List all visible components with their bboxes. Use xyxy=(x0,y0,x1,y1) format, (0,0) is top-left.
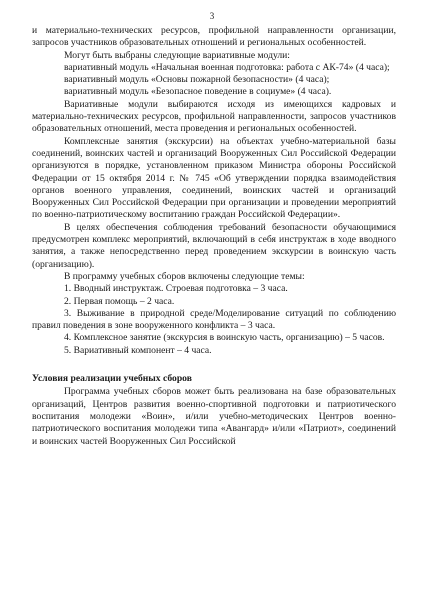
paragraph: Программа учебных сборов может быть реализована на базе образовательных организаций, Центров развития военно-спортивной подготовки и патриотического воспитания молодежи «Воин», и/или учебно-методических Центров военно-патриотического воспитания молодежи типа «Авангард» и/или «Патриот», соединений и воинских частей Вооруженных Сил Российской xyxy=(32,386,396,447)
section-heading: Условия реализации учебных сборов xyxy=(32,373,192,385)
paragraph: Могут быть выбраны следующие вариативные модули: xyxy=(64,49,290,61)
list-item: 4. Комплексное занятие (экскурсия в воинскую часть, организацию) – 5 часов. xyxy=(64,332,385,344)
list-item: 1. Вводный инструктаж. Строевая подготовка – 3 часа. xyxy=(64,283,288,295)
list-item: вариативный модуль «Безопасное поведение в социуме» (4 часа). xyxy=(64,86,332,98)
list-item: 5. Вариативный компонент – 4 часа. xyxy=(64,344,212,356)
paragraph: В программу учебных сборов включены следующие темы: xyxy=(64,270,305,282)
paragraph: В целях обеспечения соблюдения требований безопасности обучающимися предусмотрен комплекс мероприятий, включающий в себя инструктаж в ходе вводного занятия, а также непосредственно перед проведением экскурсии в воинскую часть (организацию). xyxy=(32,221,396,270)
list-item: вариативный модуль «Основы пожарной безопасности» (4 часа); xyxy=(64,74,330,86)
list-item: 3. Выживание в природной среде/Моделирование ситуаций по соблюдению правил поведения в зоне вооруженного конфликта – 3 часа. xyxy=(32,307,396,332)
list-item: 2. Первая помощь – 2 часа. xyxy=(64,295,175,307)
paragraph: Вариативные модули выбираются исходя из имеющихся кадровых и материально-технических ресурсов, профильной направленности, запросов участников образовательных отношений, места проведения и региональных особенностей. xyxy=(32,98,396,135)
paragraph: Комплексные занятия (экскурсии) на объектах учебно-материальной базы соединений, воинских частей и организаций Вооруженных Сил Российской Федерации организуются в порядке, установленном приказом Министра обороны Российской Федерации от 15 октября 2014 г. № 745 «Об утверждении порядка взаимодействия органов военного управления, соединений, воинских частей и организаций Вооруженных Сил Российской Федерации при организации и проведении мероприятий по военно-патриотическому воспитанию граждан Российской Федерации». xyxy=(32,135,396,221)
page-number: 3 xyxy=(209,11,215,21)
list-item: вариативный модуль «Начальная военная подготовка: работа с АК-74» (4 часа); xyxy=(64,61,390,73)
paragraph: и материально-технических ресурсов, профильной направленности организации, запросов участников образовательных отношений и региональных особенностей. xyxy=(32,25,396,49)
document-body xyxy=(32,25,396,448)
